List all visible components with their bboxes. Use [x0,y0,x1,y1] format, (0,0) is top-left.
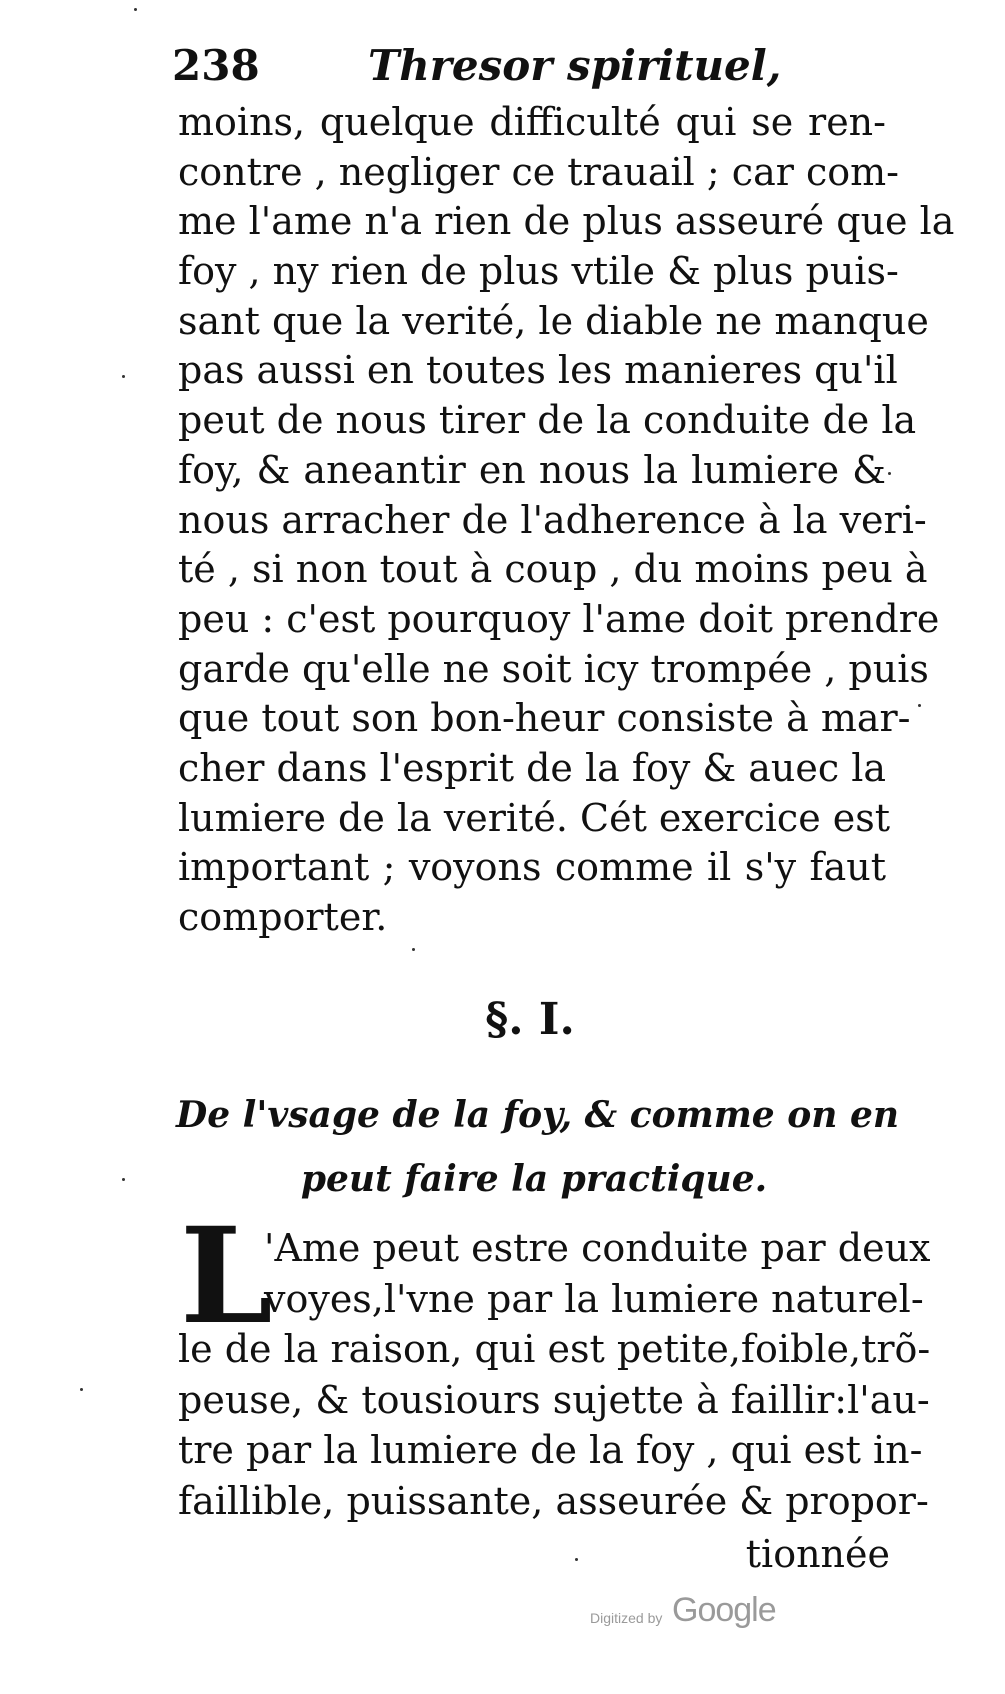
paragraph-two [178,1199,931,1526]
text-line: peut de nous tirer de la conduite de la [178,398,917,443]
text-line: té , si non tout à coup , du moins peu à [178,547,928,592]
text-line: comporter. [178,895,388,939]
heading-line: peut faire la practique. [300,1158,768,1200]
digitized-watermark [590,1588,810,1638]
page-number: 238 [172,41,260,90]
watermark-logo-text: Google [672,1591,776,1629]
text-line: peuse, & tousiours sujette à faillir:l'au- [178,1377,930,1422]
text-line: lumiere de la verité. Cét exercice est [178,795,891,840]
text-line: faillible, puissante, asseurée & propor- [178,1478,929,1523]
heading-line: De l'vsage de la foy, & comme on en [176,1094,900,1136]
section-heading [176,1083,900,1211]
text-line: garde qu'elle ne soit icy trompée , puis [178,646,929,691]
body-text [178,98,955,943]
text-line: peu : c'est pourquoy l'ame doit prendre [178,596,940,641]
text-line: que tout son bon-heur consiste à mar- [178,696,911,741]
scan-speck [122,375,125,378]
drop-cap: L [180,1199,273,1354]
scan-speck [412,948,415,951]
catchword: tionnée [745,1532,890,1576]
text-line: le de la raison, qui est petite,foible,trõ- [178,1327,931,1371]
section-mark: §. I. [485,994,575,1045]
text-line: contre , negliger ce trauail ; car com- [178,149,899,194]
text-line: 'Ame peut estre conduite par deux [264,1226,931,1270]
text-line: foy, & aneantir en nous la lumiere & [178,447,886,492]
text-line: cher dans l'esprit de la foy & auec la [178,745,887,790]
text-line: me l'ame n'a rien de plus asseuré que la [178,199,955,244]
text-line: moins, quelque difficulté qui se ren- [178,100,886,144]
text-line: sant que la verité, le diable ne manque [178,298,929,343]
text-line: voyes,l'vne par la lumiere naturel- [264,1276,924,1321]
scan-speck [134,8,137,11]
text-line: tre par la lumiere de la foy , qui est in- [178,1428,923,1472]
page-header [172,38,892,94]
scan-speck [122,1178,125,1181]
scan-speck [80,1388,83,1391]
scan-speck [918,704,921,707]
watermark-small-text: Digitized by [590,1610,663,1626]
text-line: foy , ny rien de plus vtile & plus puis- [178,249,899,294]
scan-speck [888,472,891,475]
running-title: Thresor spirituel, [368,41,782,90]
text-line: nous arracher de l'adherence à la veri- [178,497,927,542]
scan-speck [575,1558,578,1561]
text-line: pas aussi en toutes les manieres qu'il [178,348,898,393]
text-line: important ; voyons comme il s'y faut [178,845,886,890]
